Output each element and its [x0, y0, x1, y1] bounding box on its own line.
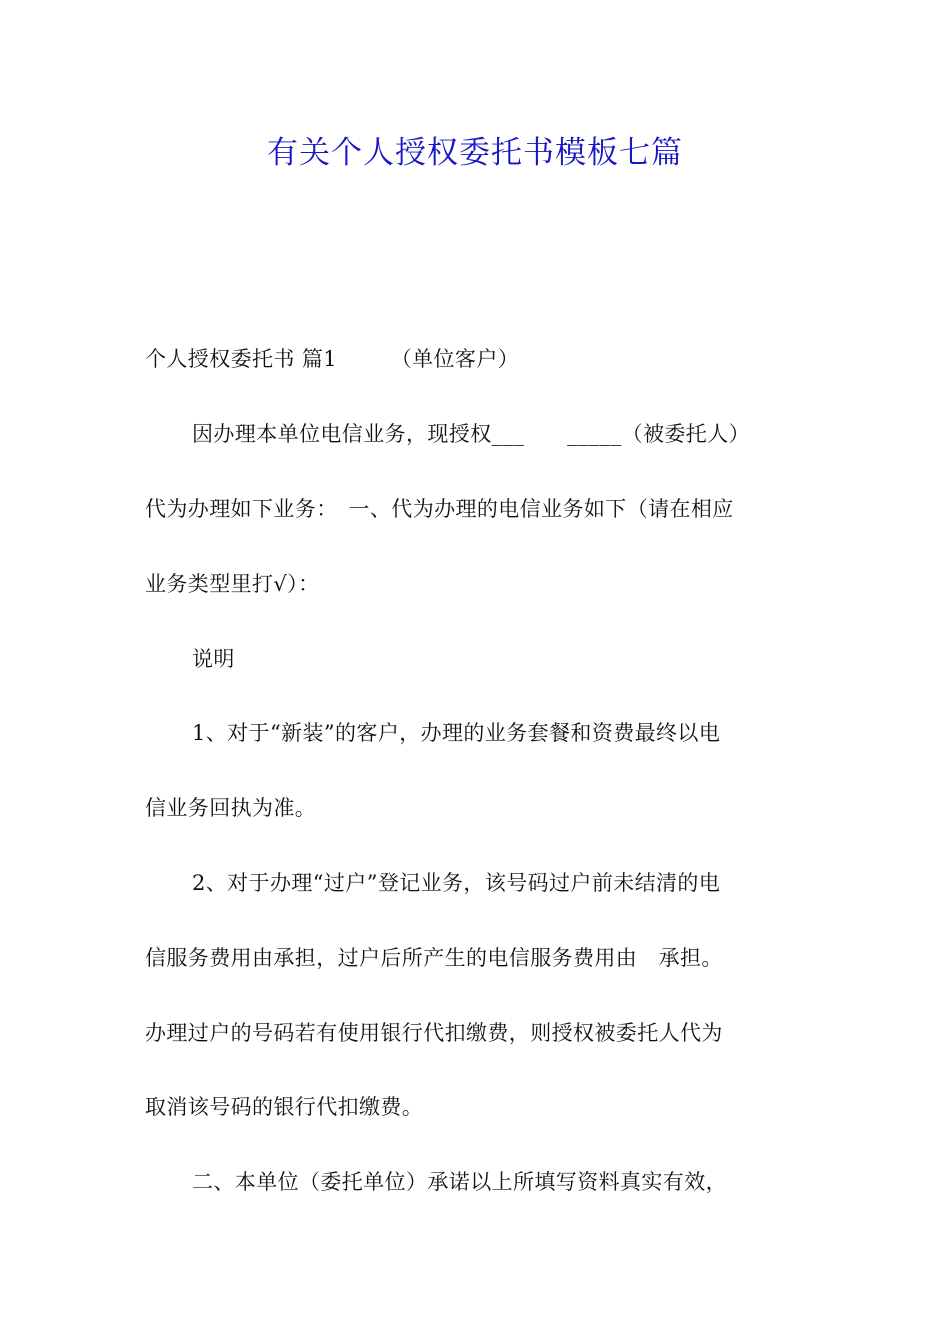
paragraph-line: 说明	[192, 647, 235, 671]
paragraph-line: 二、本单位（委托单位）承诺以上所填写资料真实有效，	[192, 1170, 727, 1194]
section-heading: 个人授权委托书 篇1 （单位客户）	[145, 347, 520, 371]
document-title: 有关个人授权委托书模板七篇	[267, 135, 683, 171]
paragraph-line: 1、对于“新装”的客户，办理的业务套餐和资费最终以电	[192, 721, 721, 745]
paragraph-line: 因办理本单位电信业务，现授权___ _____（被委托人）	[192, 422, 750, 446]
paragraph-line: 办理过户的号码若有使用银行代扣缴费，则授权被委托人代为	[145, 1021, 723, 1045]
paragraph-line: 业务类型里打√）：	[145, 572, 320, 596]
paragraph-line: 2、对于办理“过户”登记业务，该号码过户前未结清的电	[192, 871, 721, 895]
paragraph-line: 信服务费用由承担，过户后所产生的电信服务费用由 承担。	[145, 946, 723, 970]
paragraph-line: 取消该号码的银行代扣缴费。	[145, 1095, 424, 1119]
paragraph-line: 代为办理如下业务： 一、代为办理的电信业务如下（请在相应	[145, 497, 734, 521]
paragraph-line: 信业务回执为准。	[145, 796, 317, 820]
